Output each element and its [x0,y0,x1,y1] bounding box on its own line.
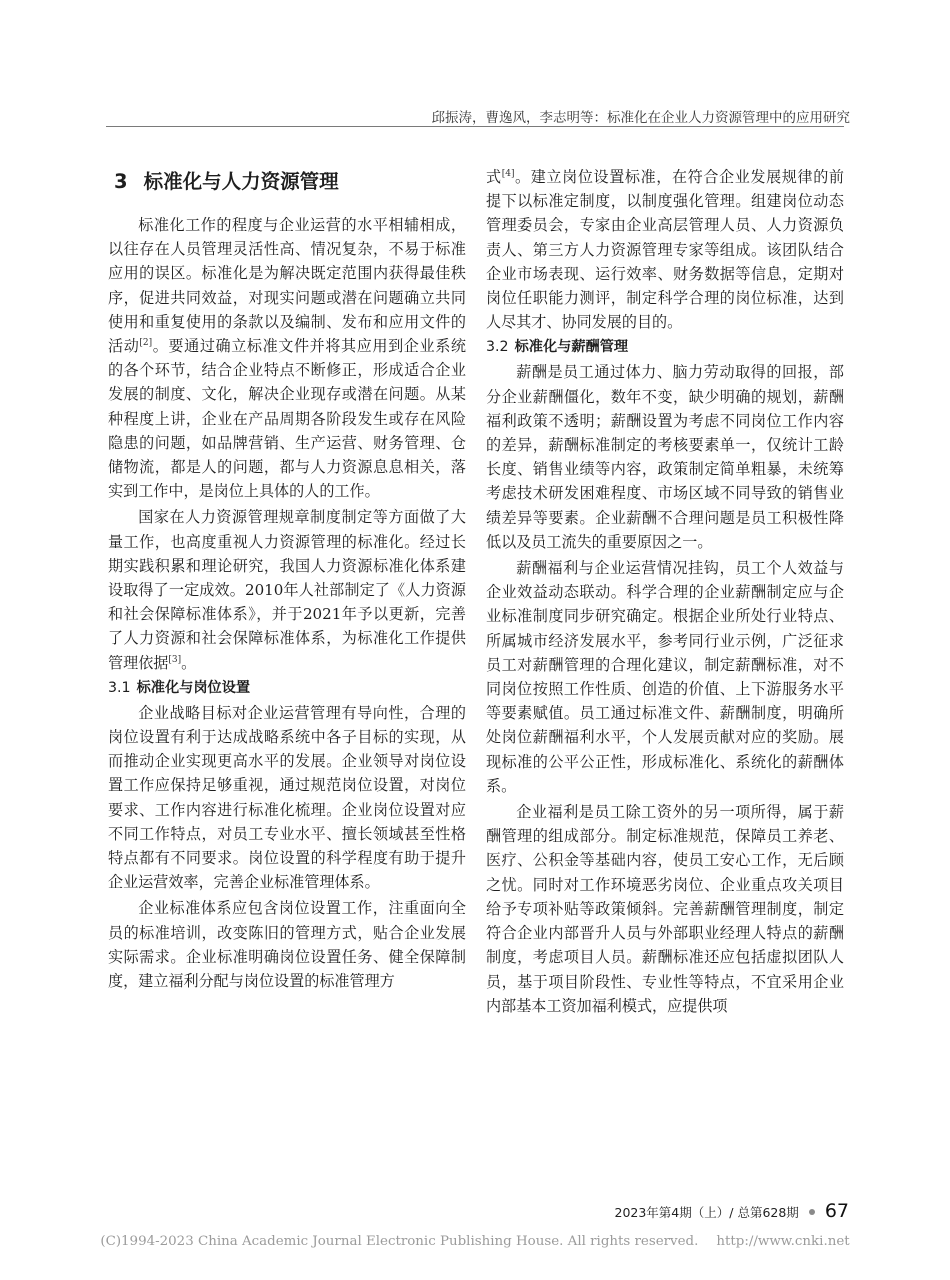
subsection-number: 3.2 [486,339,509,356]
body-paragraph: 薪酬是员工通过体力、脑力劳动取得的回报，部分企业薪酬僵化，数年不变，缺少明确的规划，薪酬福利政策不透明；薪酬设置为考虑不同岗位工作内容的差异，薪酬标准制定的考核要素单一，仅统计工龄长度、销售业绩等内容，政策制定简单粗暴，未统筹考虑技术研发困难程度、市场区域不同导致的销售业绩差异等要素。企业薪酬不合理问题是员工积极性降低以及员工流失的重要原因之一。 [486,363,844,551]
copyright-line [0,1234,950,1249]
body-paragraph: 企业标准体系应包含岗位设置工作，注重面向全员的标准培训，改变陈旧的管理方式，贴合企业发展实际需求。企业标准明确岗位设置任务、健全保障制度，建立福利分配与岗位设置的标准管理方 [108,899,466,991]
issue-info: 2023年第4期（上）/ 总第628期 [614,1205,799,1220]
citation-ref: [3] [168,654,182,665]
subsection-number: 3.1 [108,679,131,696]
column-left [108,165,466,993]
page-footer [615,1200,850,1222]
body-paragraph: 薪酬福利与企业运营情况挂钩，员工个人效益与企业效益动态联动。科学合理的企业薪酬制定应与企业标准制度同步研究确定。根据企业所处行业特点、所属城市经济发展水平，参考同行业示例，广泛征求员工对薪酬管理的合理化建议，制定薪酬标准，对不同岗位按照工作性质、创造的价值、上下游服务水平等要素赋值。员工通过标准文件、薪酬制度，明确所处岗位薪酬福利水平，个人发展贡献对应的奖励。展现标准的公平公正性，形成标准化、系统化的薪酬体系。 [486,559,844,795]
body-paragraph-continued: 式[4]。建立岗位设置标准，在符合企业发展规律的前提下以标准定制度，以制度强化管理。组建岗位动态管理委员会，专家由企业高层管理人员、人力资源负责人、第三方人力资源管理专家等组成。该团队结合企业市场表现、运行效率、财务数据等信息，定期对岗位任职能力测评，制定科学合理的岗位标准，达到人尽其才、协同发展的目的。 [486,168,844,332]
section-title: 标准化与人力资源管理 [143,170,339,193]
citation-ref: [2] [139,337,153,348]
subsection-3-2-heading [486,334,844,360]
bullet-dot-icon [809,1209,815,1215]
website-link[interactable]: http://www.cnki.net [716,1234,850,1249]
body-paragraph: 企业战略目标对企业运营管理有导向性，合理的岗位设置有利于达成战略系统中各子目标的实现，从而推动企业实现更高水平的发展。企业领导对岗位设置工作应保持足够重视，通过规范岗位设置，对岗位要求、工作内容进行标准化梳理。企业岗位设置对应不同工作特点，对员工专业水平、擅长领域甚至性格特点都有不同要求。岗位设置的科学程度有助于提升企业运营效率，完善企业标准管理体系。 [108,703,466,892]
subsection-title: 标准化与薪酬管理 [514,339,629,356]
citation-ref: [4] [501,168,515,179]
body-paragraph: 企业福利是员工除工资外的另一项所得，属于薪酬管理的组成部分。制定标准规范，保障员工养老、医疗、公积金等基础内容，使员工安心工作，无后顾之忧。同时对工作环境恶劣岗位、企业重点攻关项目给予专项补贴等政策倾斜。完善薪酬管理制度，制定符合企业内部晋升人员与外部职业经理人特点的薪酬制度，考虑项目人员。薪酬标准还应包括虚拟团队人员，基于项目阶段性、专业性等特点，不宜采用企业内部基本工资加福利模式，应提供项 [486,803,844,1015]
page-number: 67 [824,1200,849,1222]
running-head: 邱振涛，曹逸风，李志明等：标准化在企业人力资源管理中的应用研究 [431,110,850,126]
subsection-title: 标准化与岗位设置 [136,679,251,696]
section-number: 3 [114,170,128,193]
header-rule [106,126,844,127]
section-3-heading [114,165,466,199]
body-paragraph: 国家在人力资源管理规章制度制定等方面做了大量工作，也高度重视人力资源管理的标准化。经过长期实践积累和理论研究，我国人力资源标准化体系建设取得了一定成效。2010年人社部制定了《人力资源和社会保障标准体系》，并于2021年予以更新，完善了人力资源和社会保障标准体系，为标准化工作提供管理依据[3]。 [108,508,466,672]
column-right [486,165,844,1018]
body-paragraph: 标准化工作的程度与企业运营的水平相辅相成，以往存在人员管理灵活性高、情况复杂，不易于标准应用的误区。标准化是为解决既定范围内获得最佳秩序，促进共同效益，对现实问题或潜在问题确立共同使用和重复使用的条款以及编制、发布和应用文件的活动[2]。要通过确立标准文件并将其应用到企业系统的各个环节，结合企业特点不断修正，形成适合企业发展的制度、文化，解决企业现存或潜在问题。从某种程度上讲，企业在产品周期各阶段发生或存在风险隐患的问题，如品牌营销、生产运营、财务管理、仓储物流，都是人的问题，都与人力资源息息相关，落实到工作中，是岗位上具体的人的工作。 [108,216,466,501]
copyright-text: (C)1994-2023 China Academic Journal Electronic Publishing House. All rights reserved. [100,1234,699,1249]
subsection-3-1-heading [108,675,466,701]
